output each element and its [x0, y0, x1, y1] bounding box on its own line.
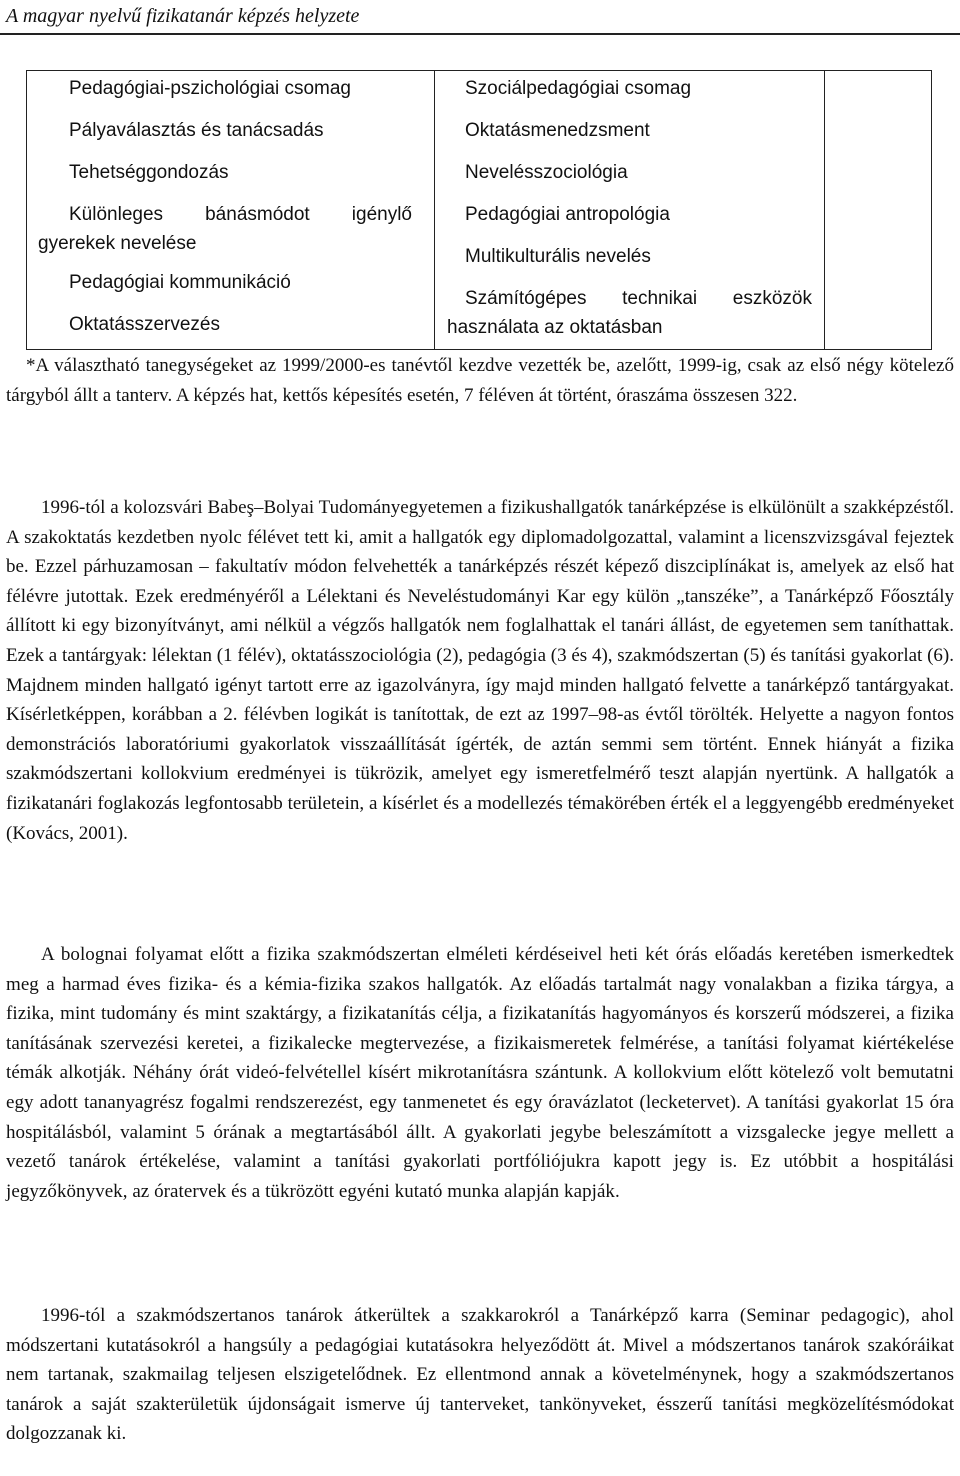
table-footnote: *A választható tanegységeket az 1999/2000-es tanévtől kezdve vezették be, azelőtt, 1999-ig, csak az első négy kötelező tárgyból állt a tanterv. A képzés hat, kettős képesítés esetén, 7 féléven át történt, óraszáma összesen 322.	[6, 355, 954, 406]
course-item: Oktatásszervezés	[69, 314, 220, 335]
course-item: Szociálpedagógiai csomag	[465, 78, 692, 99]
course-item: Tehetséggondozás	[69, 162, 229, 183]
course-item: Multikulturális nevelés	[465, 246, 651, 267]
course-package-table	[26, 70, 932, 350]
social-pedagogical-column	[435, 71, 825, 349]
course-item: Pedagógiai-pszichológiai csomag	[69, 78, 352, 99]
body-paragraph: A bolognai folyamat előtt a fizika szakmódszertan elméleti kérdéseivel heti két órás előadás keretében ismerkedtek meg a harmad éves fizika- és a kémia-fizika szakos hallgatók. Az előadás tartalmát nagy vonalakban a fizika tárgya, a fizika, mint tudomány és mint szaktárgy, a fizikatanítás célja, a fizikatanítás hagyományos és korszerű módszerei, a fizika tanításának szervezési keretei, a fizikalecke megtervezése, a fizikaismeretek felmérése, a tanítási folyamat kiértékelése témák alkotják. Néhány órát videó-felvétellel kísért mikrotanításra szántunk. A kollokvium előtt kötelező volt bemutatni egy adott tananyagrész fogalmi rendszerezést, egy tanmenetet és egy óravázlatot (lecketervet). A tanítási gyakorlat 15 óra hospitálásból, valamint 5 órának a megtartásából állt. A gyakorlati jegybe beleszámított a vizsgalecke jegye mellett a vezető tanárok értékelése, valamint a tanítási gyakorlati portfóliójukra kapott jegy is. Ez utóbbit a hospitálási jegyzőkönyvek, az óratervek és a tükrözött egyéni kutató munka alapján kapják.	[6, 944, 954, 1202]
course-item: Különleges bánásmódot igénylő gyerekek nevelése	[38, 204, 412, 254]
pedagogical-psychological-column	[27, 71, 435, 349]
course-item: Pályaválasztás és tanácsadás	[69, 120, 324, 141]
running-header: A magyar nyelvű fizikatanár képzés helyzete	[6, 5, 360, 27]
course-item: Nevelésszociológia	[465, 162, 628, 183]
course-item: Pedagógiai kommunikáció	[69, 272, 291, 293]
course-item: Oktatásmenedzsment	[465, 120, 650, 141]
body-paragraph: 1996-tól a kolozsvári Babeş–Bolyai Tudományegyetemen a fizikushallgatók tanárképzése is elkülönült a szakképzéstől. A szakoktatás kezdetben nyolc félévet tett ki, amit a hallgatók egy diplomadolgozattal, valamint a licenszvizsgával fejeztek be. Ezzel párhuzamosan – fakultatív módon felvehették a tanárképzés részét képező diszciplínákat is, amelyek az első hat félévre jutottak. Ezek eredményéről a Lélektani és Neveléstudományi Kar egy külön „tanszéke”, a Tanárképző Főosztály állított ki egy bizonyítványt, ami nélkül a végzős hallgatók nem foglalhattak el tanári állást, de egyetemen sem taníthattak. Ezek a tantárgyak: lélektan (1 félév), oktatásszociológia (2), pedagógia (3 és 4), szakmódszertan (5) és tanítási gyakorlat (6). Majdnem minden hallgató igényt tartott erre az igazolványra, így majd minden hallgató felvette a tanárképző tantárgyakat. Kísérletképpen, korábban a 2. félévben logikát is tanítottak, de ezt az 1997–98-as évtől törölték. Helyette a nagyon fontos demonstrációs laboratóriumi gyakorlatok visszaállítását ígérték, de aztán semmi sem történt. Ennek hiányát a fizika szakmódszertani kollokvium eredményei is tükrözik, amelyet egy ismeretfelmérő teszt alapján nyertünk. A hallgatók a fizikatanári foglakozás legfontosabb területein, a kísérlet és a modellezés témakörében érték el a leggyengébb eredményeket (Kovács, 2001).	[6, 497, 954, 844]
course-item: Számítógépes technikai eszközök használata az oktatásban	[447, 288, 812, 338]
header-rule	[0, 33, 960, 35]
empty-column	[825, 71, 931, 349]
course-item: Pedagógiai antropológia	[465, 204, 670, 225]
body-paragraph: 1996-tól a szakmódszertanos tanárok átkerültek a szakkarokról a Tanárképző karra (Seminar pedagogic), ahol módszertani kutatásokról a hangsúly a pedagógiai kutatásokra helyeződött át. Mivel a módszertanos tanárok szakóráikat nem tartanak, szakmailag teljesen elszigetelődnek. Ez ellentmond annak a követelménynek, hogy a szakmódszertanos tanárok a saját szakterületük újdonságait ismerve új tanterveket, tankönyveket, ésszerű tanítási megközelítésmódokat dolgozzanak ki.	[6, 1305, 954, 1445]
